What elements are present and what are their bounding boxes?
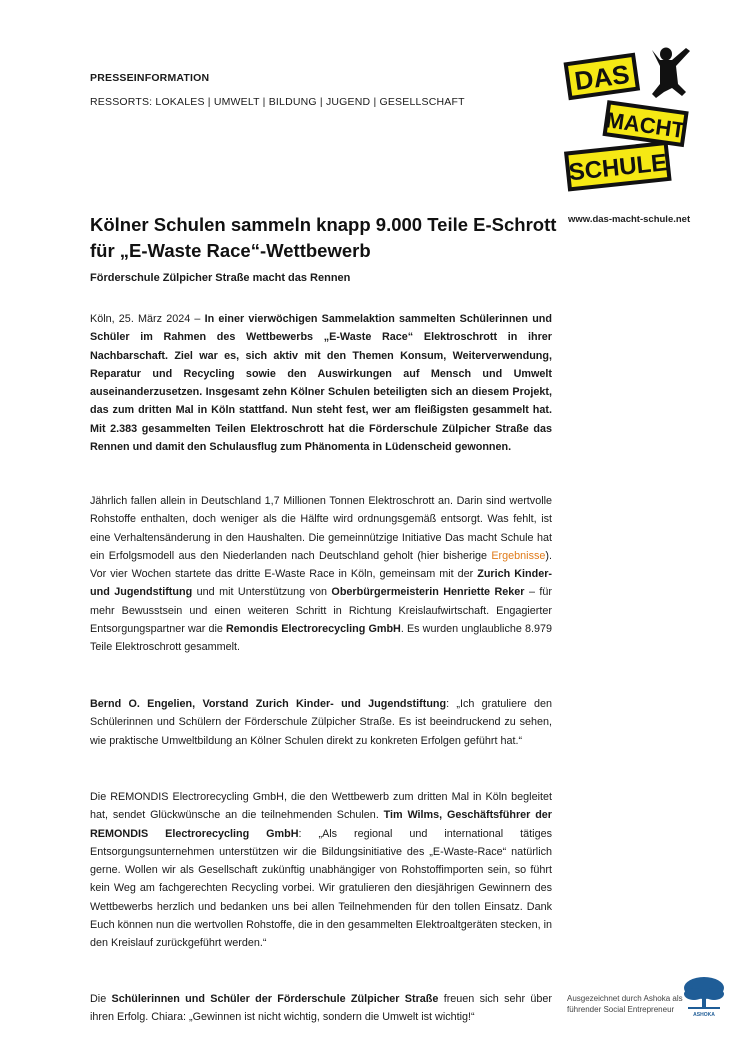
- website-link[interactable]: www.das-macht-schule.net: [568, 214, 691, 225]
- mayor-name: Oberbürgermeisterin Henriette Reker: [331, 586, 525, 599]
- ashoka-caption: [567, 994, 692, 1015]
- ashoka-line-1: Ausgezeichnet durch Ashoka als: [567, 994, 683, 1003]
- ressorts-line: RESSORTS: LOKALES | UMWELT | BILDUNG | JUGEND | GESELLSCHAFT: [90, 96, 465, 108]
- paragraph-engelien-quote: [90, 695, 552, 750]
- p2-text-a: Jährlich fallen allein in Deutschland 1,7 Millionen Tonnen Elektroschrott an. Darin sind wertvolle Rohstoffe enthalten, doch weniger als die Hälfte wird ordnungsgemäß entsorgt. Was fehlt, ist eine Verhaltensänderung in den Haushalten. Die gemeinnützige Initiative Das macht Schule hat ein Erfolgsmodell aus den Niederlanden nach Deutschland geholt (hier bisherige: [90, 495, 552, 562]
- p2-text-c: und mit Unterstützung von: [192, 586, 332, 599]
- ashoka-tree-icon: [684, 977, 724, 1009]
- ashoka-line-2: führender Social Entrepreneur: [567, 1004, 675, 1014]
- paragraph-remondis-quote: [90, 788, 552, 953]
- title-line-1: Kölner Schulen sammeln knapp 9.000 Teile E-Schrott: [90, 214, 557, 235]
- p5-text-b: freuen sich sehr über ihren Erfolg. Chiara: „Gewinnen ist nicht wichtig, sondern die Umwelt ist wichtig!“: [90, 993, 552, 1024]
- paragraph-context: [90, 492, 552, 657]
- lead-text: In einer vierwöchigen Sammelaktion sammelten Schülerinnen und Schüler im Rahmen des Wettbewerbs „E-Waste Race“ Elektroschrott in ihrer Nachbarschaft. Ziel war es, sich aktiv mit den Themen Konsum, Weiterverwendung, Reparatur und Recycling sowie den Auswirkungen auf Mensch und Umwelt auseinanderzusetzen. Insgesamt zehn Kölner Schulen beteiligten sich an diesem Projekt, das zum dritten Mal in Köln stattfand. Nun steht fest, wer am fleißigsten gesammelt hat. Mit 2.383 gesammelten Teilen Elektroschrott hat die Förderschule Zülpicher Straße das Rennen und damit den Schulausflug zum Phänomenta in Lüdenscheid gewonnen.: [90, 313, 552, 454]
- p2-text-d: – für mehr Bewusstsein und einen weiteren Schritt in Richtung Kreislaufwirtschaft. Engagierter Entsorgungspartner war die: [90, 586, 552, 636]
- paragraph-students: [90, 990, 552, 1027]
- dateline: Köln, 25. März 2024 –: [90, 313, 205, 325]
- p4-text-a: Die REMONDIS Electrorecycling GmbH, die den Wettbewerb zum dritten Mal in Köln begleitet hat, sendet Glückwünsche an die teilnehmenden Schulen.: [90, 791, 552, 822]
- zurich-foundation: Zurich Kinder- und Jugendstiftung: [90, 568, 552, 599]
- das-macht-schule-logo: [560, 40, 710, 192]
- ashoka-logo: [680, 974, 728, 1018]
- title-line-2: für „E-Waste Race“-Wettbewerb: [90, 240, 371, 261]
- paragraph-lead: [90, 310, 552, 456]
- students-name: Schülerinnen und Schüler der Förderschule Zülpicher Straße: [111, 993, 439, 1005]
- ergebnisse-link[interactable]: Ergebnisse: [491, 549, 546, 562]
- article-subtitle: Förderschule Zülpicher Straße macht das Rennen: [90, 272, 351, 284]
- article-title: [90, 212, 560, 264]
- logo-das-text: DAS: [572, 58, 632, 97]
- engelien-quote: : „Ich gratuliere den Schülerinnen und Schülern der Förderschule Zülpicher Straße. Es ist beeindruckend zu sehen, wie praktische Umweltbildung an Kölner Schulen direkt zu konkreten Erfolgen geführt hat.“: [90, 698, 552, 747]
- wilms-quote: : „Als regional und international tätiges Entsorgungsunternehmen unterstützen wir die Bildungsinitiative des „E-Waste-Race“ natürlich gerne. Wollen wir als Gesellschaft zukünftig unabhängiger von Rohstoffimporten sein, so führt kein Weg am fachgerechten Recycling vorbei. Wir gratulieren den diesjährigen Gewinnern des Wettbewerbs herzlich und bedanken uns bei allen Teilnehmenden für den tollen Einsatz. Dank Euch können nun die wertvollen Rohstoffe, die in den gesammelten Elektroaltgeräten stecken, in den Kreislauf zurückgeführt werden.“: [90, 827, 552, 950]
- press-label: PRESSEINFORMATION: [90, 72, 210, 84]
- logo-schule-text: SCHULE: [567, 149, 669, 187]
- logo-macht-text: MACHT: [604, 107, 687, 144]
- p2-text-b: ). Vor vier Wochen startete das dritte E-Waste Race in Köln, gemeinsam mit der: [90, 549, 552, 581]
- p5-text-a: Die: [90, 993, 112, 1005]
- remondis-name: Remondis Electrorecycling GmbH: [226, 623, 401, 636]
- wilms-speaker: Tim Wilms, Geschäftsführer der REMONDIS Electrorecycling GmbH: [90, 809, 552, 840]
- p2-text-e: . Es wurden unglaubliche 8.979 Teile Elektroschrott gesammelt.: [90, 623, 552, 654]
- ashoka-logo-text: ASHOKA: [693, 1012, 715, 1018]
- engelien-speaker: Bernd O. Engelien, Vorstand Zurich Kinder- und Jugendstiftung: [90, 698, 447, 710]
